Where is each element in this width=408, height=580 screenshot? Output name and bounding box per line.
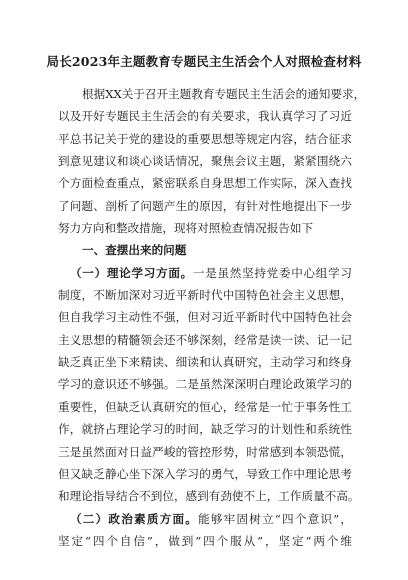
- paragraph-line: 主义思想的精髓领会还不够深刻，经常是读一读、记一记: [58, 332, 352, 347]
- paragraph-line: [58, 508, 352, 530]
- paragraph-line: 和理论指导结合不到位，感到有劲使不上，工作质量不高。: [58, 489, 360, 504]
- paragraph-line: 学习的意识还不够强。二是虽然深深明白理论政策学习的: [58, 377, 352, 392]
- paragraph-line: 三是虽然面对日益严峻的管控形势，时常感到本领恐慌，: [58, 444, 352, 459]
- paragraph-line: 但又缺乏静心坐下深入学习的勇气，导致工作中理论思考: [58, 466, 352, 481]
- paragraph-line: 作，就挤占理论学习的时间，缺乏学习的计划性和系统性: [58, 422, 352, 437]
- paragraph-line: 到意见建议和谈心谈话情况，聚焦会议主题，紧紧围绕六: [58, 154, 352, 169]
- paragraph-line: 以及开好专题民主生活会的有关要求，我认真学习了习近: [58, 109, 352, 124]
- paragraph-text: 能够牢固树立“四个意识”，: [198, 511, 352, 526]
- paragraph-line: 制度，不断加深对习近平新时代中国特色社会主义思想，: [58, 288, 352, 303]
- document-title: 局长2023年主题教育专题民主生活会个人对照检查材料: [46, 54, 362, 69]
- document-body: [58, 83, 366, 552]
- section-heading: 一、查摆出来的问题: [82, 243, 187, 258]
- paragraph-line: 重要性，但缺乏认真研究的恒心，经常是一忙于事务性工: [58, 399, 352, 414]
- paragraph-line: 坚定“四个自信”，做到“四个服从”，坚定“两个维: [58, 533, 352, 548]
- paragraph-line: 缺乏真正坐下来精读、细读和认真研究，主动学习和终身: [58, 355, 352, 370]
- paragraph-line: 努力方向和整改措施，现将对照检查情况报告如下: [58, 221, 314, 236]
- paragraph-line: [58, 262, 352, 284]
- paragraph-line: 了问题、剖析了问题产生的原因，有针对性地提出下一步: [58, 198, 352, 213]
- paragraph-line: 但自我学习主动性不强，但对习近平新时代中国特色社会: [58, 310, 352, 325]
- paragraph-line: 根据XX关于召开主题教育专题民主生活会的通知要求，: [82, 87, 366, 101]
- paragraph-line: 平总书记关于党的建设的重要思想等规定内容，结合征求: [58, 131, 352, 146]
- paragraph-text: 一是虽然坚持党委中心组学习: [192, 265, 352, 280]
- paragraph-line: 个方面检查重点，紧密联系自身思想工作实际，深入查找: [58, 176, 352, 191]
- subsection-heading: （二）政治素质方面。: [70, 511, 199, 526]
- subsection-heading: （一）理论学习方面。: [70, 265, 193, 280]
